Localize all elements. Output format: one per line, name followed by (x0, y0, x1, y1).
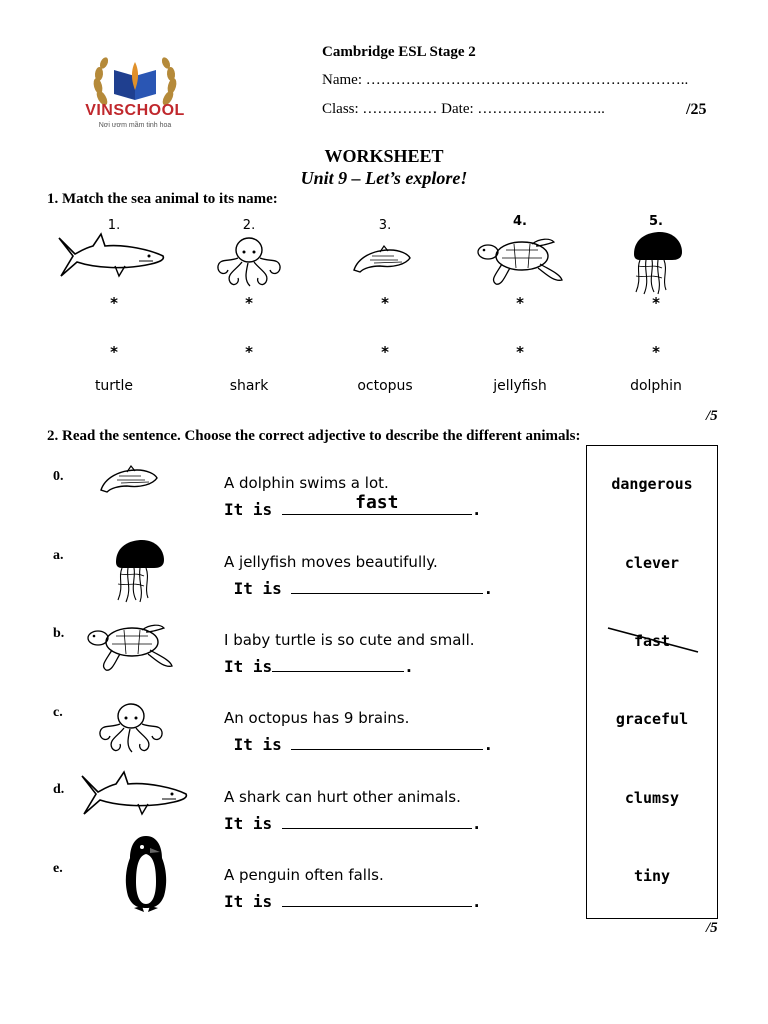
match-dot-top[interactable]: * (245, 294, 253, 312)
course-title: Cambridge ESL Stage 2 (322, 44, 476, 60)
sentence: A penguin often falls. (224, 866, 384, 884)
answer-blank[interactable] (282, 812, 472, 829)
answer-line (224, 812, 481, 833)
answer-line (224, 733, 493, 754)
animal-number: 4. (513, 214, 527, 229)
it-is-label: It is (224, 579, 282, 598)
animal-number: 5. (649, 214, 663, 229)
match-dot-bottom[interactable]: * (110, 343, 118, 361)
adjective-option: clever (624, 554, 680, 572)
answer-blank[interactable] (282, 492, 472, 515)
period: . (471, 892, 482, 911)
name-field[interactable]: Name: ……………………………………………………….. (322, 72, 689, 88)
answer-line (224, 655, 414, 676)
it-is-label: It is (224, 500, 273, 519)
sentence: I baby turtle is so cute and small. (224, 631, 475, 649)
period: . (471, 500, 482, 519)
animal-name: dolphin (630, 378, 682, 394)
match-dot-bottom[interactable]: * (652, 343, 660, 361)
period: . (483, 579, 494, 598)
section2-heading: 2. Read the sentence. Choose the correct adjective to describe the different animals: (47, 428, 581, 444)
answer-line (224, 890, 481, 911)
adjective-option: dangerous (611, 475, 693, 493)
turtle-icon (84, 620, 176, 674)
adjective-option: clumsy (624, 789, 680, 807)
class-date-field[interactable]: Class: …………… Date: …………………….. (322, 101, 605, 117)
school-logo (80, 48, 190, 134)
animal-name: shark (229, 378, 269, 394)
row-label: b. (53, 626, 65, 641)
filled-answer: fast (355, 492, 399, 513)
logo-text: VINSCHOOL (85, 102, 185, 119)
period: . (483, 735, 494, 754)
period: . (404, 657, 414, 676)
animal-number: 3. (378, 218, 392, 233)
sentence: An octopus has 9 brains. (224, 709, 410, 727)
sentence: A jellyfish moves beautifully. (224, 553, 438, 571)
total-score: /25 (686, 101, 707, 118)
row-label: c. (53, 705, 63, 720)
answer-blank[interactable] (272, 655, 404, 672)
adjective-word-bank (586, 445, 718, 919)
sentence: A shark can hurt other animals. (224, 788, 461, 806)
answer-line (224, 577, 493, 598)
row-label: d. (53, 782, 65, 797)
sentence: A dolphin swims a lot. (224, 474, 389, 492)
animal-name: octopus (357, 378, 413, 394)
jellyfish-icon (624, 230, 686, 296)
worksheet-title: WORKSHEET (324, 146, 444, 166)
it-is-label: It is (224, 814, 273, 833)
jellyfish-icon (106, 538, 168, 604)
section1-heading: 1. Match the sea animal to its name: (47, 191, 278, 207)
dolphin-icon (97, 464, 161, 496)
animal-name: turtle (94, 378, 134, 394)
shark-icon (55, 232, 167, 284)
adjective-option: graceful (615, 710, 689, 728)
match-dot-top[interactable]: * (652, 294, 660, 312)
animal-number: 2. (242, 218, 256, 233)
shark-icon (78, 770, 190, 822)
unit-subtitle: Unit 9 – Let’s explore! (300, 168, 468, 188)
answer-blank[interactable] (291, 733, 483, 750)
period: . (471, 814, 482, 833)
penguin-icon (120, 834, 172, 914)
match-dot-bottom[interactable]: * (516, 343, 524, 361)
it-is-label: It is (224, 892, 273, 911)
match-dot-top[interactable]: * (381, 294, 389, 312)
dolphin-icon (350, 244, 414, 276)
section2-score: /5 (706, 920, 718, 936)
octopus-icon (96, 700, 166, 756)
section1-score: /5 (706, 408, 718, 424)
match-dot-top[interactable]: * (110, 294, 118, 312)
row-label: a. (53, 548, 64, 563)
adjective-option: tiny (633, 867, 671, 885)
row-label: e. (53, 861, 63, 876)
logo-tagline: Nơi ươm mầm tinh hoa (98, 122, 172, 129)
answer-blank[interactable] (291, 577, 483, 594)
animal-number: 1. (107, 218, 121, 233)
row-label: 0. (53, 469, 64, 484)
match-dot-bottom[interactable]: * (381, 343, 389, 361)
it-is-label: It is (224, 657, 273, 676)
adjective-option-crossed: fast (633, 632, 671, 650)
strikethrough-line (606, 624, 702, 656)
match-dot-bottom[interactable]: * (245, 343, 253, 361)
match-dot-top[interactable]: * (516, 294, 524, 312)
it-is-label: It is (224, 735, 282, 754)
answer-blank[interactable] (282, 890, 472, 907)
animal-name: jellyfish (493, 378, 547, 394)
octopus-icon (214, 234, 284, 290)
answer-line (224, 492, 482, 519)
turtle-icon (474, 234, 566, 288)
